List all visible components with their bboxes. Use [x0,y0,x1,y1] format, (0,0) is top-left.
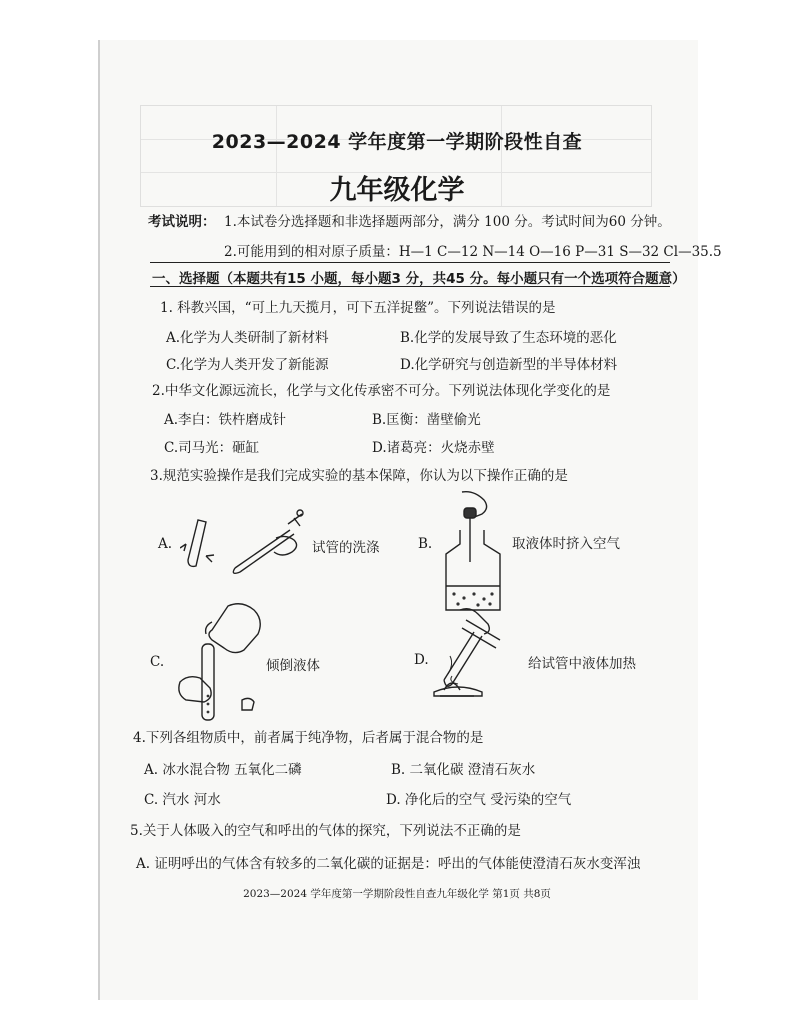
q3-caption-b: 取液体时挤入空气 [512,536,620,552]
divider [150,286,670,287]
page-footer: 2023—2024 学年度第一学期阶段性自查九年级化学 第1页 共8页 [243,888,551,900]
q3-option-d: D. [414,652,429,668]
exam-title: 2023—2024 学年度第一学期阶段性自查 [211,131,583,153]
q4-option-c: C. 汽水 河水 [144,792,221,808]
subject-title: 九年级化学 [329,175,465,206]
q1-option-d: D.化学研究与创造新型的半导体材料 [400,357,618,373]
q3-option-a: A. [158,536,173,552]
question-2-stem: 2.中华文化源远流长，化学与文化传承密不可分。下列说法体现化学变化的是 [152,383,611,399]
question-3-stem: 3.规范实验操作是我们完成实验的基本保障，你认为以下操作正确的是 [150,468,568,484]
q3-caption-d: 给试管中液体加热 [528,656,636,672]
test-tube-washing-figure [180,508,315,580]
q3-caption-c: 倾倒液体 [266,658,320,674]
question-5-stem: 5.关于人体吸入的空气和呼出的气体的探究，下列说法不正确的是 [130,823,521,839]
instructions-label: 考试说明： [148,214,216,230]
q4-option-a: A. 冰水混合物 五氧化二磷 [144,762,302,778]
heating-test-tube-figure [430,604,520,700]
q4-option-d: D. 净化后的空气 受污染的空气 [386,792,572,808]
section-heading: 一、选择题（本题共有15 小题，每小题3 分，共45 分。每小题只有一个选项符合题意） [152,271,686,287]
q1-option-c: C.化学为人类开发了新能源 [166,357,329,373]
q3-option-c: C. [150,654,165,670]
q3-option-b: B. [418,536,433,552]
q2-option-b: B.匡衡：凿壁偷光 [372,412,481,428]
q1-option-a: A.化学为人类研制了新材料 [166,330,329,346]
instructions-line-1: 1.本试卷分选择题和非选择题两部分，满分 100 分。考试时间为60 分钟。 [224,214,671,230]
q3-caption-a: 试管的洗涤 [312,540,380,556]
instructions-line-2: 2.可能用到的相对原子质量：H—1 C—12 N—14 O—16 P—31 S—32 Cl—35.5 [224,244,722,260]
q2-option-c: C.司马光：砸缸 [164,440,260,456]
q1-option-b: B.化学的发展导致了生态环境的恶化 [400,330,617,346]
q2-option-a: A.李白：铁杵磨成针 [164,412,287,428]
pouring-liquid-figure [172,600,272,725]
q4-option-b: B. 二氧化碳 澄清石灰水 [391,762,536,778]
question-1-stem: 1. 科教兴国，“可上九天揽月，可下五洋捉鳖”。下列说法错误的是 [160,300,556,316]
divider [150,262,670,263]
q2-option-d: D.诸葛亮：火烧赤壁 [372,440,495,456]
q5-option-a: A. 证明呼出的气体含有较多的二氧化碳的证据是：呼出的气体能使澄清石灰水变浑浊 [136,856,641,872]
question-4-stem: 4.下列各组物质中，前者属于纯净物，后者属于混合物的是 [133,730,484,746]
dropper-bottle-figure [440,490,510,615]
